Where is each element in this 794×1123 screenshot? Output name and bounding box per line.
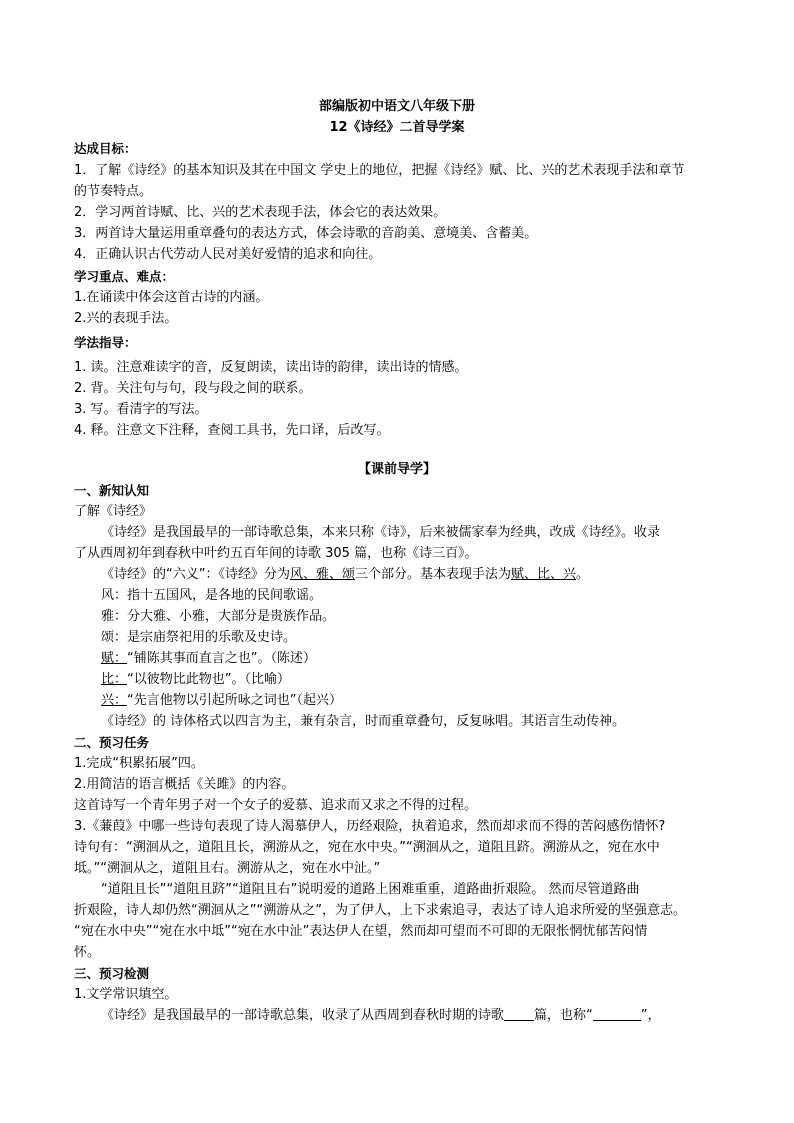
section-1-heading: 一、新知认知 bbox=[74, 483, 150, 498]
shijing-para-line-2: 了从西周初年到春秋中叶约五百年间的诗歌 305 篇，也称《诗三百》。 bbox=[74, 546, 478, 561]
task-3-answer-6: 怀。 bbox=[74, 945, 101, 960]
form-line: 《诗经》的 诗体格式以四言为主，兼有杂言，时而重章叠句，反复咏唱。其语言生动传神。 bbox=[101, 714, 626, 729]
liuyi-line bbox=[101, 564, 589, 585]
xing-label: 兴： bbox=[101, 693, 128, 708]
method-1: 1. 读。注意难读字的音，反复朗读，读出诗的韵律，读出诗的情感。 bbox=[74, 360, 468, 375]
goal-1-line-1: 1．了解《诗经》的基本知识及其在中国文 学史上的地位，把握《诗经》赋、比、兴的艺术表现手法和章节 bbox=[74, 163, 685, 178]
method-4: 4. 释。注意文下注释，查阅工具书，先口译，后改写。 bbox=[74, 423, 390, 438]
fu-label: 赋： bbox=[101, 651, 128, 666]
key-point-1: 1.在诵读中体会这首古诗的内涵。 bbox=[74, 290, 269, 305]
xing-text: “先言他物以引起所咏之词也”（起兴） bbox=[127, 693, 342, 708]
shijing-para-line-1: 《诗经》是我国最早的一部诗歌总集，本来只称《诗》，后来被儒家奉为经典，改成《诗经》。收录 bbox=[101, 525, 661, 540]
task-2: 2.用简洁的语言概括《关雎》的内容。 bbox=[74, 777, 295, 792]
goal-4: 4．正确认识古代劳动人民对美好爱情的追求和向往。 bbox=[74, 247, 382, 262]
fill-text-a: 《诗经》是我国最早的一部诗歌总集，收录了从西周到春秋时期的诗歌 bbox=[101, 1008, 505, 1023]
task-2-answer: 这首诗写一个青年男子对一个女子的爱慕、追求而又求之不得的过程。 bbox=[74, 798, 478, 813]
intro-line: 了解《诗经》 bbox=[74, 504, 153, 519]
fill-in-line bbox=[101, 1005, 661, 1026]
liuyi-methods: 赋、比、兴 bbox=[511, 567, 577, 582]
goal-2: 2．学习两首诗赋、比、兴的艺术表现手法，体会它的表达效果。 bbox=[74, 205, 447, 220]
xing-line bbox=[101, 690, 342, 711]
goal-3: 3．两首诗大量运用重章叠句的表达方式，体会诗歌的音韵美、意境美、含蓄美。 bbox=[74, 226, 538, 241]
task-1: 1.完成“积累拓展”四。 bbox=[74, 756, 204, 771]
liuyi-mid: 三个部分。基本表现手法为 bbox=[355, 567, 512, 582]
fu-text: “铺陈其事而直言之也”。（陈述） bbox=[127, 651, 316, 666]
task-3-answer-1: 诗句有：“溯洄从之，道阻且长，溯游从之，宛在水中央。”“溯洄从之，道阻且跻。溯游从之，宛在水中 bbox=[74, 840, 660, 855]
bi-label: 比： bbox=[101, 672, 128, 687]
goal-1-line-2: 的节奏特点。 bbox=[74, 184, 153, 199]
section-3-heading: 三、预习检测 bbox=[74, 966, 150, 981]
key-points-heading: 学习重点、难点： bbox=[74, 269, 175, 284]
task-3: 3.《蒹葭》中哪一些诗句表现了诗人渴慕伊人，历经艰险，执着追求，然而却求而不得的苦闷感伤情怀? bbox=[74, 819, 666, 834]
check-1: 1.文学常识填空。 bbox=[74, 987, 178, 1002]
method-3: 3. 写。看清字的写法。 bbox=[74, 402, 208, 417]
liuyi-parts: 风、雅、颂 bbox=[289, 567, 355, 582]
method-heading: 学法指导： bbox=[74, 335, 137, 350]
blank-count[interactable] bbox=[504, 1006, 534, 1021]
ya-line: 雅：分大雅、小雅，大部分是贵族作品。 bbox=[101, 609, 336, 624]
liuyi-end: 。 bbox=[576, 567, 590, 582]
bi-text: “以彼物比此物也”。（比喻） bbox=[127, 672, 290, 687]
fu-line bbox=[101, 648, 316, 669]
liuyi-pre: 《诗经》的“六义”：《诗经》分为 bbox=[101, 567, 290, 582]
fill-text-b: 篇，也称“ bbox=[534, 1008, 593, 1023]
key-point-2: 2.兴的表现手法。 bbox=[74, 311, 178, 326]
bi-line bbox=[101, 669, 290, 690]
section-2-heading: 二、预习任务 bbox=[74, 735, 150, 750]
task-3-answer-2: 坻。”“溯洄从之，道阻且右。溯游从之，宛在水中沚。” bbox=[74, 861, 381, 876]
doc-title: 部编版初中语文八年级下册 bbox=[318, 99, 475, 114]
task-3-answer-4: 折艰险，诗人却仍然“溯洄从之”“溯游从之”，为了伊人，上下求索追寻，表达了诗人追求所爱的坚强意志。 bbox=[74, 903, 686, 918]
pre-guide-heading: 【课前导学】 bbox=[357, 462, 436, 477]
blank-alias[interactable] bbox=[593, 1006, 641, 1021]
task-3-answer-3: “道阻且长”“道阻且跻”“道阻且右”说明爱的道路上困难重重，道路曲折艰险。 然而尽管道路曲 bbox=[101, 882, 640, 897]
task-3-answer-5: “宛在水中央”“宛在水中坻”“宛在水中沚”表达伊人在望，然而却可望而不可即的无限怅惘忧郁苦闷情 bbox=[74, 924, 648, 939]
method-2: 2. 背。关注句与句，段与段之间的联系。 bbox=[74, 381, 312, 396]
fill-text-c: ”， bbox=[640, 1008, 661, 1023]
doc-subtitle: 12《诗经》二首导学案 bbox=[329, 120, 465, 135]
feng-line: 风：指十五国风，是各地的民间歌谣。 bbox=[101, 588, 323, 603]
song-line: 颂：是宗庙祭祀用的乐歌及史诗。 bbox=[101, 630, 297, 645]
goals-heading: 达成目标： bbox=[74, 141, 137, 156]
